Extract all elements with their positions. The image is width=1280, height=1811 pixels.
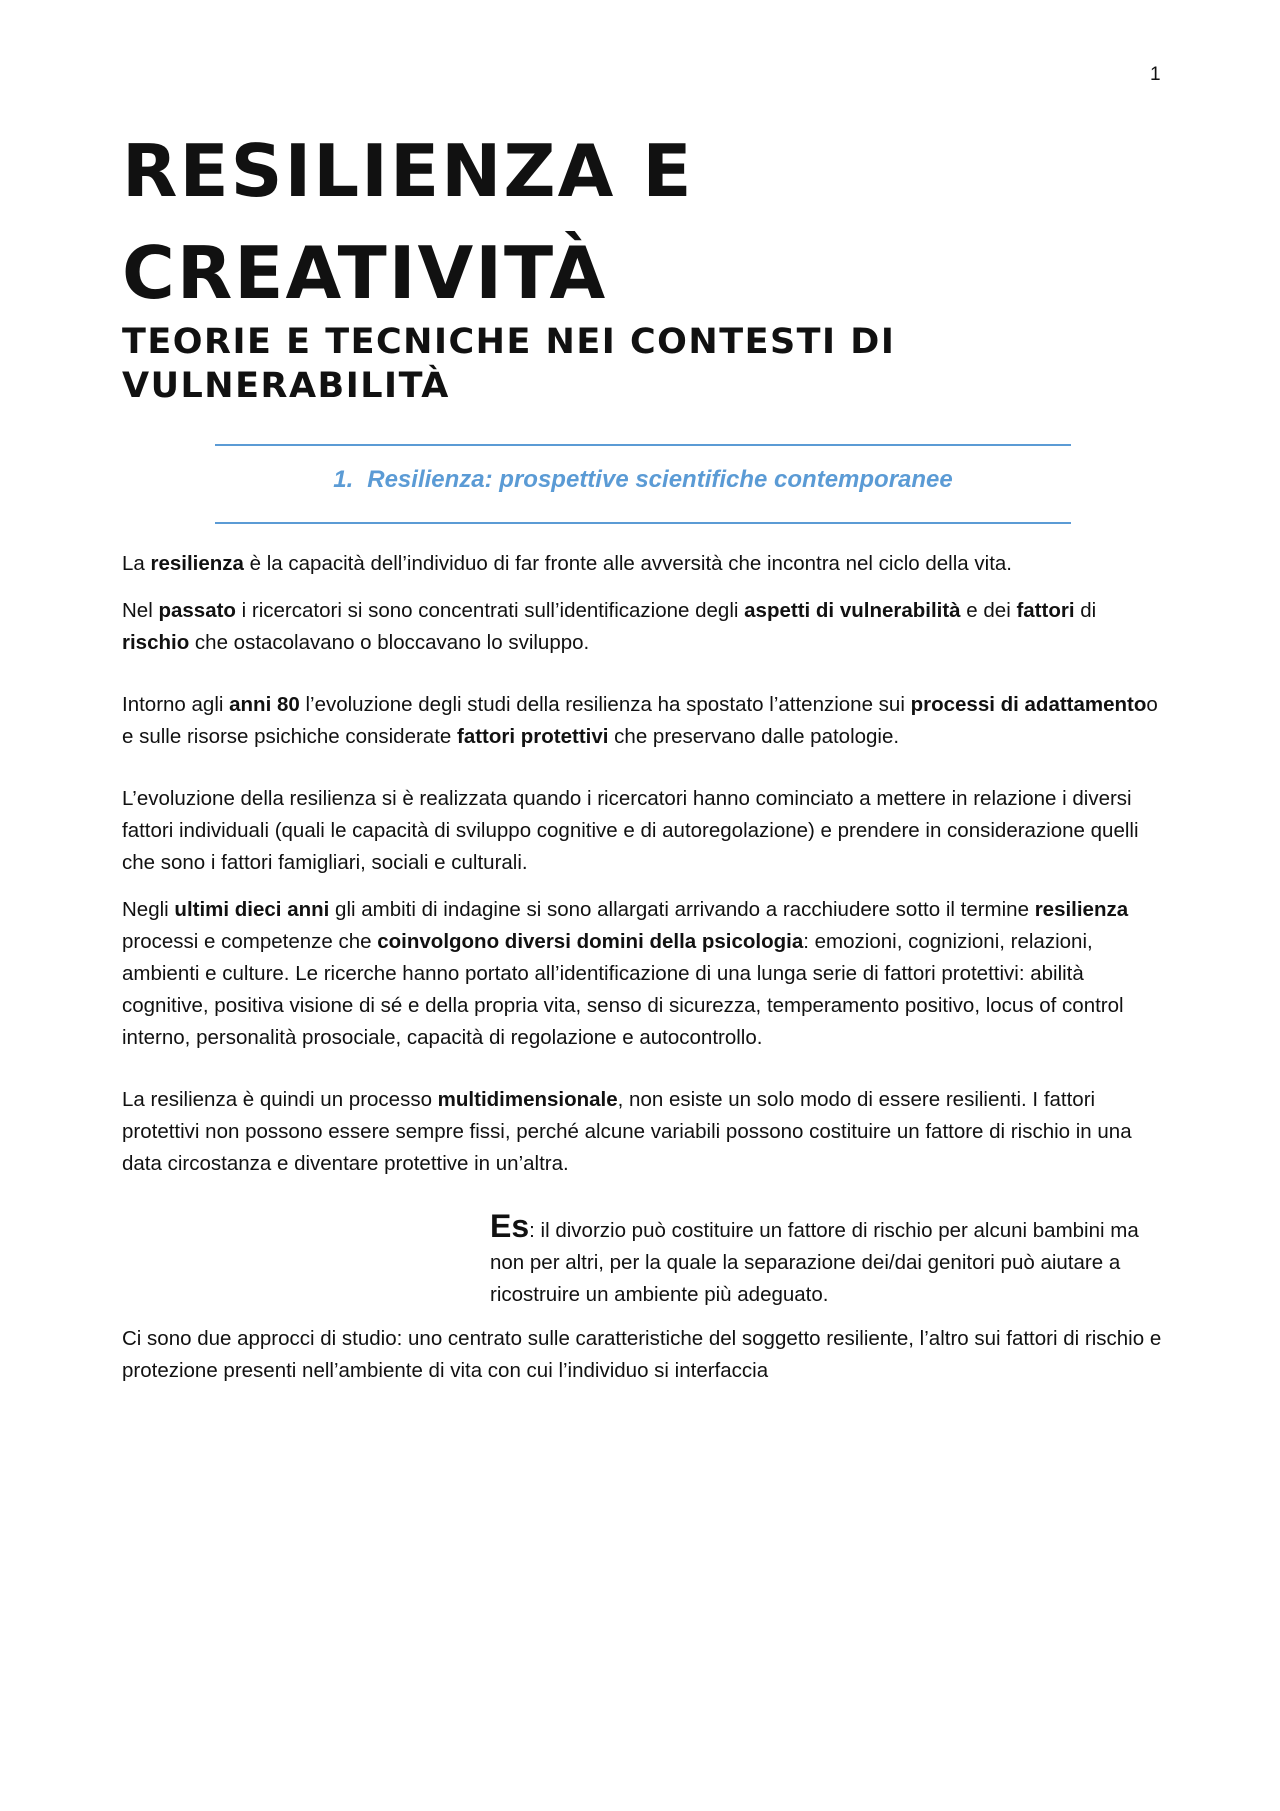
paragraph-eighties [122,689,1164,753]
bold-term: coinvolgono diversi domini della psicologia [377,930,804,953]
bold-term: passato [158,599,236,622]
body-text [122,548,1164,1402]
bold-term: processi di adattamento [910,693,1147,716]
bold-term: resilienza [1034,898,1129,921]
section-rule-top [215,444,1071,446]
text-run: e dei [960,599,1017,622]
section-title: Resilienza: prospettive scientifiche contemporanee [367,466,953,493]
text-run: l’evoluzione degli studi della resilienza ha spostato l’attenzione sui [299,693,911,716]
text-run: Ci sono due approcci di studio: uno centrato sulle caratteristiche del soggetto resiliente, l’altro sui fattori di rischio e protezione presenti nell’ambiente di vita con cui l’individuo si interfaccia [122,1327,1162,1382]
subtitle-line-2: VULNERABILITÀ [122,366,450,406]
text-run: processi e competenze che [122,930,378,953]
text-run: La [122,552,151,575]
example-label: Es [490,1208,530,1244]
text-run: , non esiste un solo modo di essere resilienti. I fattori protettivi non possono essere sempre fissi, perché alcune variabili possono costituire un fattore di rischio in una data circostanza e diventare protettive in un’altra. [122,1088,1132,1175]
text-run: o e sulle risorse psichiche considerate [122,693,1158,748]
section-rule-bottom [215,522,1071,524]
text-run: La resilienza è quindi un processo [122,1088,438,1111]
text-run: Negli [122,898,175,921]
text-run: L’evoluzione della resilienza si è realizzata quando i ricercatori hanno cominciato a mettere in relazione i diversi fattori individuali (quali le capacità di sviluppo cognitive e di autoregolazione) e prendere in considerazione quelli che sono i fattori famigliari, sociali e culturali. [122,787,1139,874]
bold-term: anni 80 [229,693,300,716]
section-number: 1. [333,466,354,493]
section-heading [215,466,1071,494]
example-note [490,1210,1164,1311]
bold-term: resilienza [150,552,244,575]
bold-term: rischio [122,631,190,654]
title-line-2: CREATIVITÀ [122,231,608,315]
text-run: Nel [122,599,159,622]
subtitle-line-1: TEORIE E TECNICHE NEI CONTESTI DI [122,322,896,362]
text-run: che preservano dalle patologie. [608,725,900,748]
paragraph-approaches [122,1323,1164,1387]
bold-term: fattori [1016,599,1075,622]
paragraph-evolution [122,783,1164,879]
text-run: gli ambiti di indagine si sono allargati arrivando a racchiudere sotto il termine [329,898,1035,921]
text-run: Intorno agli [122,693,230,716]
paragraph-definition [122,548,1164,580]
paragraph-recent-years [122,894,1164,1054]
text-run: è la capacità dell’individuo di far fronte alle avversità che incontra nel ciclo della vita. [243,552,1012,575]
bold-term: ultimi dieci anni [174,898,330,921]
page-number: 1 [1150,64,1161,85]
text-run: che ostacolavano o bloccavano lo sviluppo. [189,631,590,654]
document-subtitle [122,320,895,408]
text-run: di [1074,599,1097,622]
bold-term: multidimensionale [437,1088,618,1111]
document-title [122,120,694,324]
title-line-1: RESILIENZA E [122,129,694,213]
bold-term: aspetti di vulnerabilità [744,599,961,622]
paragraph-past [122,595,1164,659]
text-run: : il divorzio può costituire un fattore di rischio per alcuni bambini ma non per altri, per la quale la separazione dei/dai genitori può aiutare a ricostruire un ambiente più adeguato. [490,1219,1139,1306]
bold-term: fattori protettivi [457,725,609,748]
text-run: : emozioni, cognizioni, relazioni, ambienti e culture. Le ricerche hanno portato all’identificazione di una lunga serie di fattori protettivi: abilità cognitive, positiva visione di sé e della propria vita, senso di sicurezza, temperamento positivo, locus of control interno, personalità prosociale, capacità di regolazione e autocontrollo. [122,930,1124,1049]
text-run: i ricercatori si sono concentrati sull’identificazione degli [235,599,745,622]
paragraph-multidimensional [122,1084,1164,1180]
